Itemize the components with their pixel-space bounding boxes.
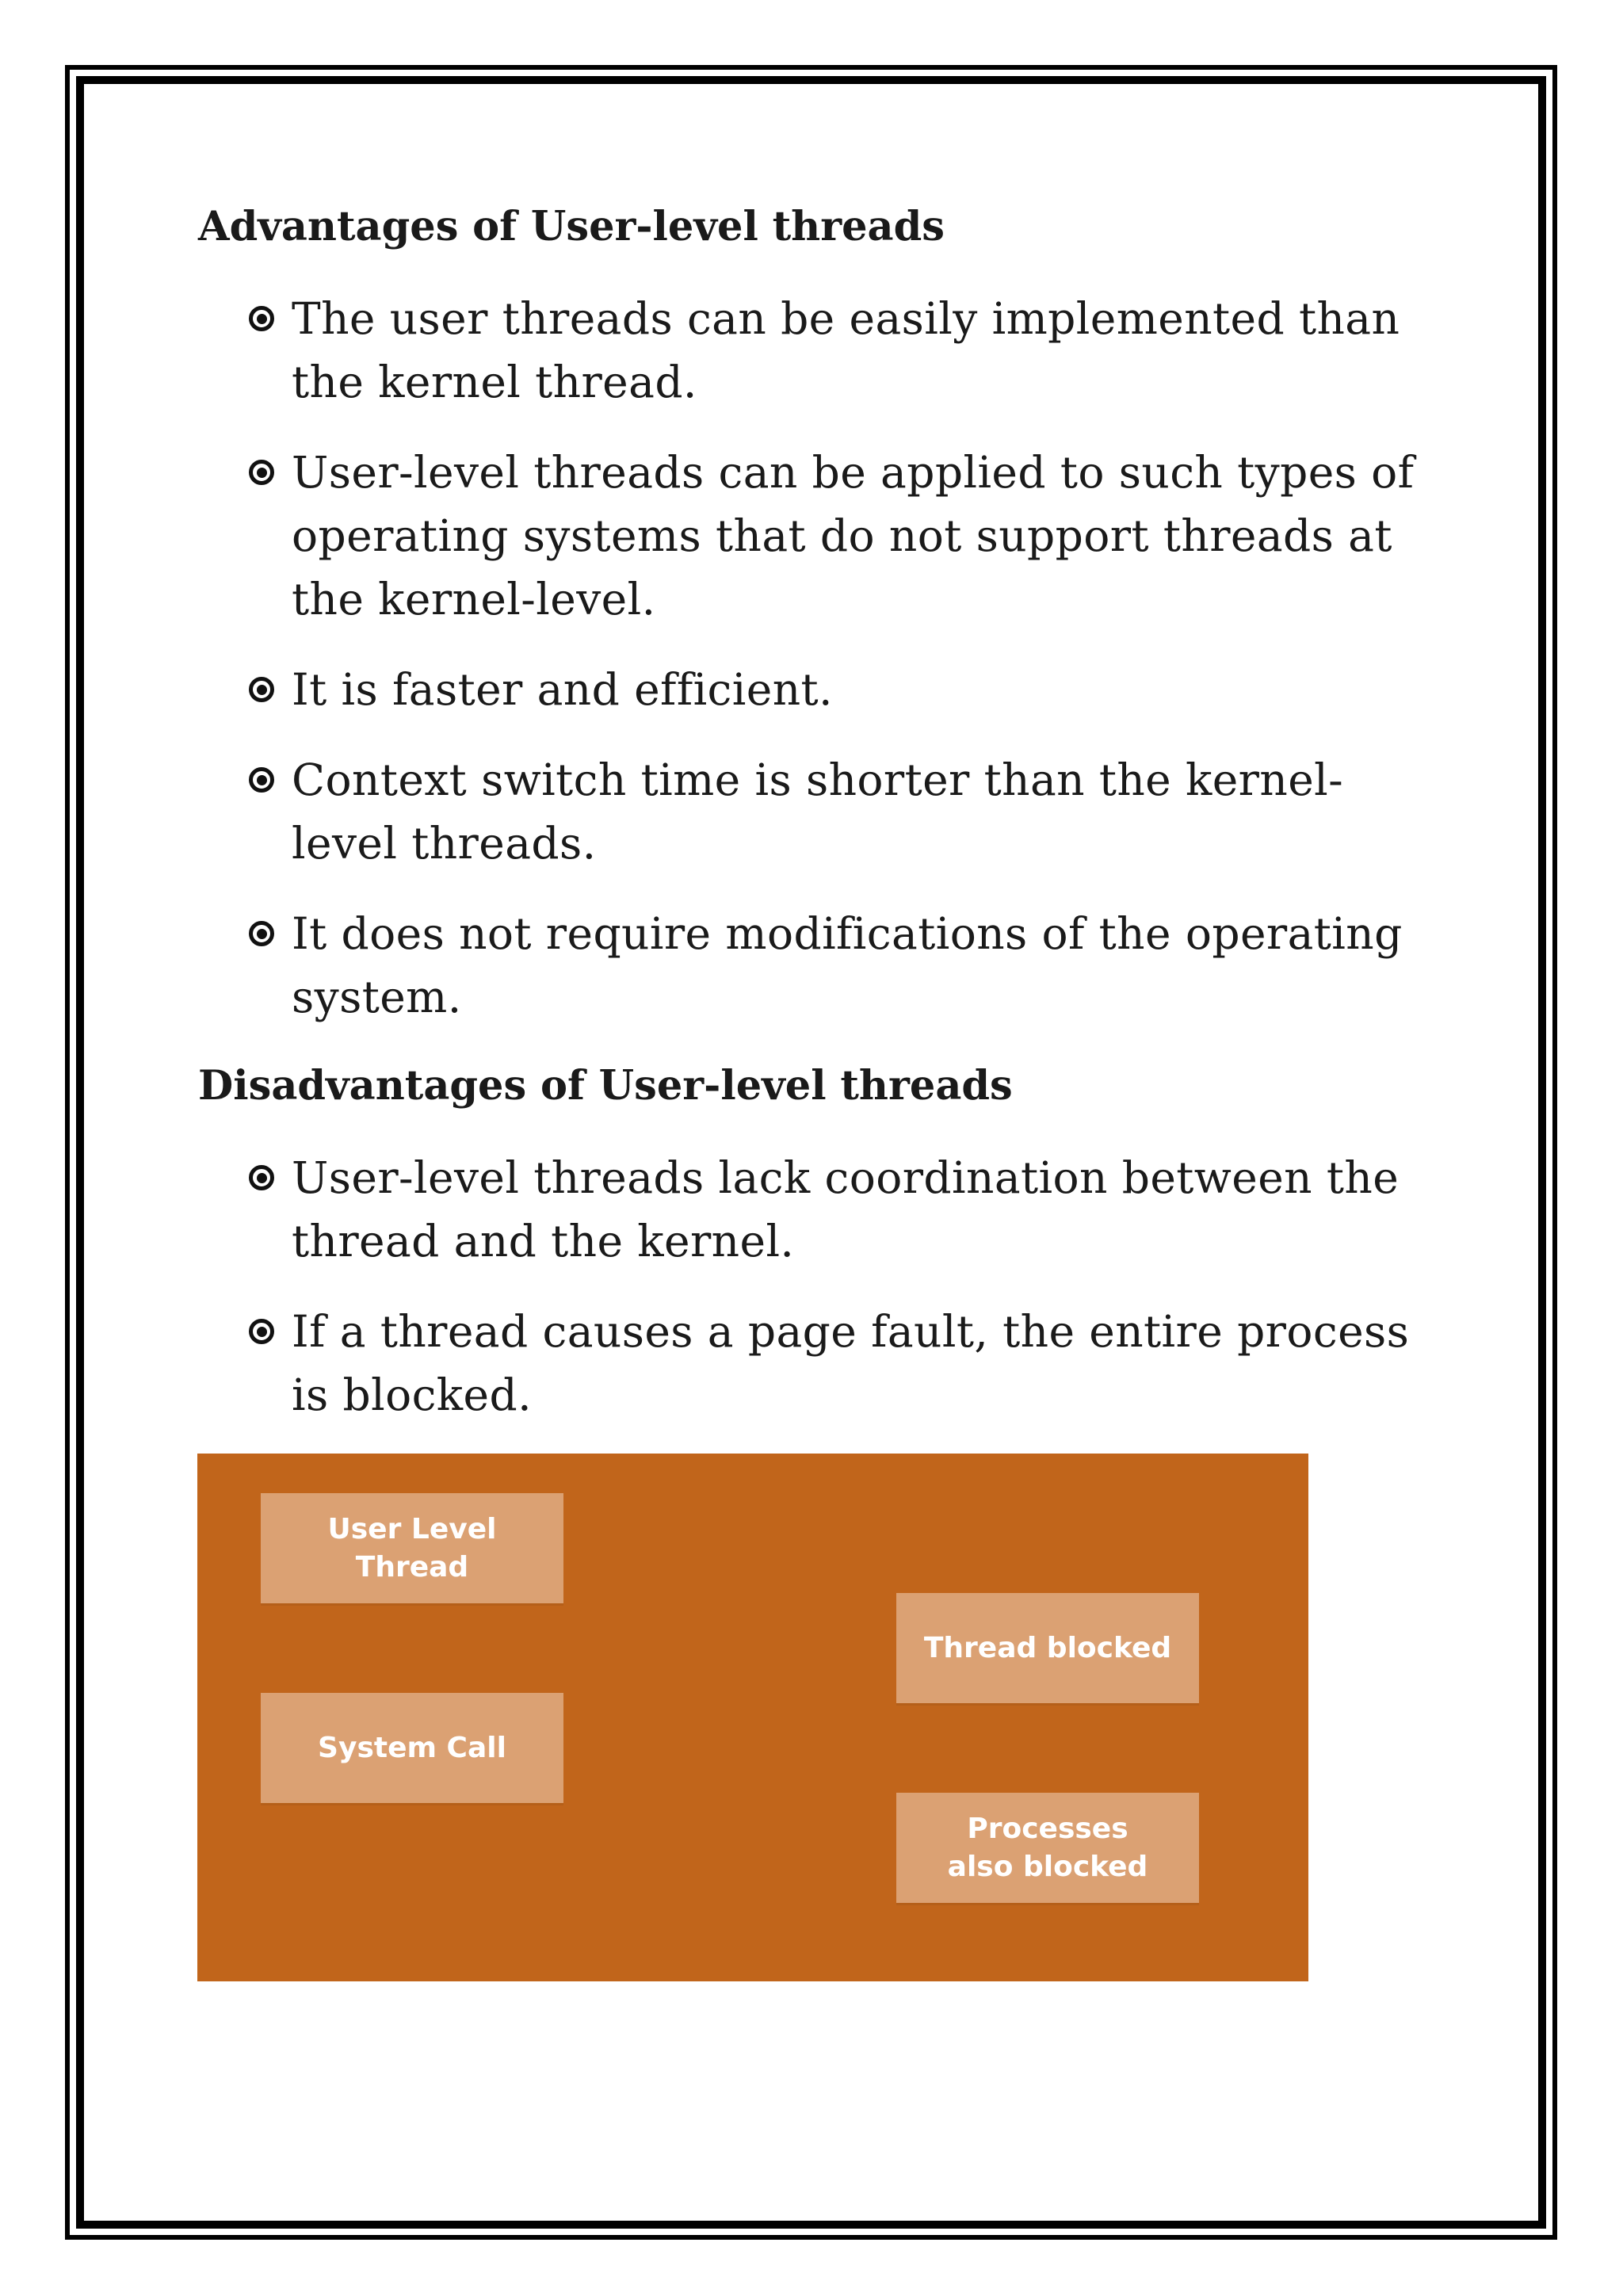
advantage-item-2	[249, 441, 1422, 631]
radio-bullet-icon	[249, 1165, 274, 1190]
radio-bullet-icon	[249, 306, 274, 331]
disadvantage-item-2	[249, 1300, 1422, 1427]
advantage-item-text: It does not require modifications of the operating system.	[292, 908, 1403, 1022]
disadvantage-item-text: User-level threads lack coordination between the thread and the kernel.	[292, 1152, 1400, 1266]
thread-blocked-box: Thread blocked	[896, 1593, 1199, 1703]
radio-bullet-icon	[249, 767, 274, 793]
advantage-item-text: User-level threads can be applied to such types of operating systems that do not support threads at the kernel-level.	[292, 447, 1415, 625]
advantages-heading: Advantages of User-level threads	[198, 203, 945, 250]
advantage-item-text: Context switch time is shorter than the kernel-level threads.	[292, 755, 1344, 869]
radio-bullet-icon	[249, 1319, 274, 1344]
disadvantage-item-text: If a thread causes a page fault, the entire process is blocked.	[292, 1306, 1410, 1420]
disadvantage-item-1	[249, 1146, 1422, 1273]
advantage-item-5	[249, 902, 1422, 1029]
advantage-item-text: The user threads can be easily implemented than the kernel thread.	[292, 293, 1400, 407]
disadvantages-heading: Disadvantages of User-level threads	[198, 1062, 1013, 1110]
thread-blocking-diagram	[197, 1454, 1308, 1981]
advantage-item-1	[249, 287, 1422, 414]
advantage-item-text: It is faster and efficient.	[292, 664, 833, 715]
advantage-item-3	[249, 658, 1422, 721]
processes-blocked-box: Processes also blocked	[896, 1793, 1199, 1903]
radio-bullet-icon	[249, 677, 274, 702]
radio-bullet-icon	[249, 460, 274, 485]
system-call-box: System Call	[261, 1693, 563, 1803]
radio-bullet-icon	[249, 921, 274, 946]
advantage-item-4	[249, 748, 1422, 875]
user-level-thread-box: User Level Thread	[261, 1493, 563, 1603]
